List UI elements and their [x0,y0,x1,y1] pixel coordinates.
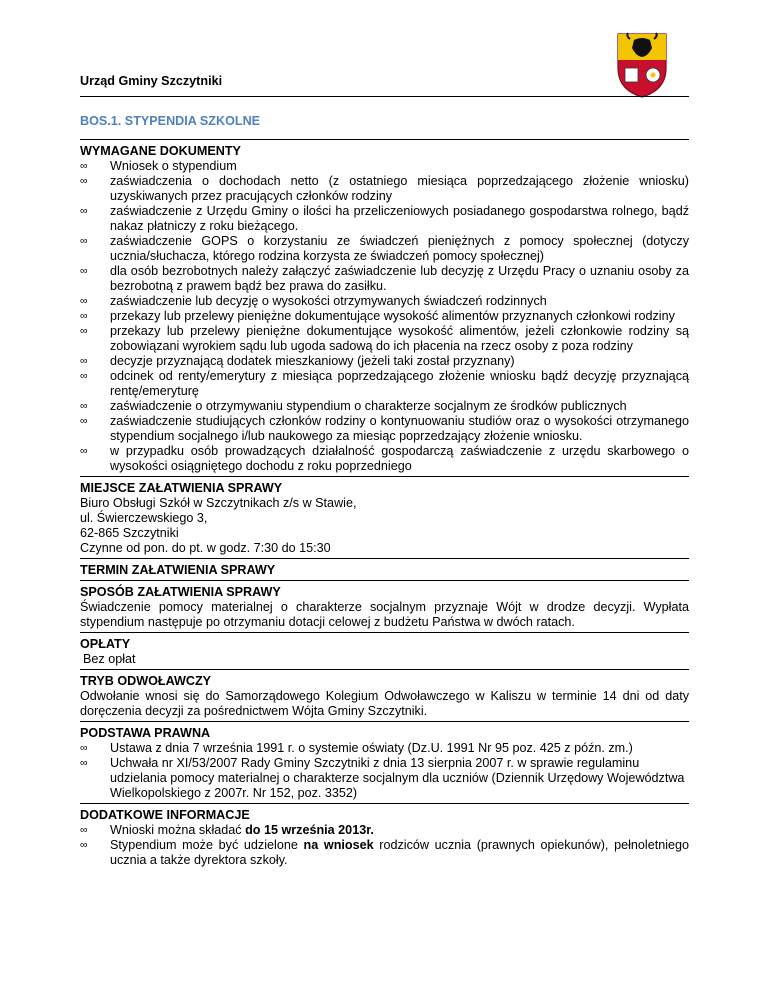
appeal-text: Odwołanie wnosi się do Samorządowego Kolegium Odwoławczego w Kaliszu w terminie 14 dni od daty doręczenia decyzji za pośrednictwem Wójta Gminy Szczytniki. [80,689,689,718]
list-item: ∞ dla osób bezrobotnych należy załączyć zaświadczenie lub decyzję z Urzędu Pracy o uznaniu osoby za bezrobotną z prawem bądź bez prawa do zasiłku. [80,264,689,294]
document-title: BOS.1. STYPENDIA SZKOLNE [80,114,261,128]
deadline-date: do 15 września 2013r. [245,823,374,837]
coat-of-arms-icon [612,30,672,100]
place-line: 62-865 Szczytniki [80,526,179,540]
method-text: Świadczenie pomocy materialnej o charakterze socjalnym przyznaje Wójt w drodze decyzji. Wypłata stypendium następuje po otrzymaniu dotacji celowej z budżetu Państwa w dwóch ratach. [80,600,689,629]
appeal-title: TRYB ODWOŁAWCZY [80,674,212,688]
list-item: ∞ Wniosek o stypendium [80,159,689,174]
legal-list [80,741,689,801]
fees-section [80,633,689,669]
legal-section [80,722,689,803]
additional-section [80,804,689,870]
list-item: ∞ Uchwała nr XI/53/2007 Rady Gminy Szczytniki z dnia 13 sierpnia 2007 r. w sprawie regulaminu udzielania pomocy materialnej o charakterze socjalnym dla uczniów (Dziennik Urzędowy Województwa Wielkopolskiego z 2007r. Nr 152, poz. 3352) [80,756,689,801]
place-hours: Czynne od pon. do pt. w godz. 7:30 do 15:30 [80,541,331,555]
list-item: ∞ zaświadczenia o dochodach netto (z ostatniego miesiąca poprzedzającego złożenie wniosku) uzyskiwanych przez pracujących członków rodziny [80,174,689,204]
method-title: SPOSÓB ZAŁATWIENIA SPRAWY [80,585,281,599]
fees-title: OPŁATY [80,637,131,651]
place-line: ul. Świerczewskiego 3, [80,511,208,525]
appeal-section [80,670,689,721]
list-item: ∞ zaświadczenie lub decyzję o wysokości otrzymywanych świadczeń rodzinnych [80,294,689,309]
additional-title: DODATKOWE INFORMACJE [80,808,250,822]
emphasis-text: na wniosek [303,838,374,852]
place-section [80,477,689,558]
document-content [80,96,689,870]
info-text: rodziców ucznia (prawnych opiekunów), pełnoletniego ucznia a także dyrektora szkoły. [110,838,690,867]
required-documents-list [80,159,689,474]
list-item: ∞ przekazy lub przelewy pieniężne dokumentujące wysokość alimentów, jeżeli członkowie rodziny są zobowiązani wyrokiem sądu lub ugoda sadową do ich płacenia na rzecz osoby z poza rodziny [80,324,689,354]
place-line: Biuro Obsługi Szkół w Szczytnikach z/s w Stawie, [80,496,357,510]
office-name: Urząd Gminy Szczytniki [80,74,223,88]
list-item: ∞ odcinek od renty/emerytury z miesiąca poprzedzającego złożenie wniosku bądź decyzję przyznającą rentę/emeryturę [80,369,689,399]
list-item: ∞ zaświadczenie o otrzymywaniu stypendium o charakterze socjalnym ze środków publicznych [80,399,689,414]
list-item: ∞ zaświadczenie z Urzędu Gminy o ilości ha przeliczeniowych posiadanego gospodarstwa rolnego, bądź nakaz płatniczy z roku bieżącego. [80,204,689,234]
divider [80,96,689,97]
deadline-section [80,559,689,580]
fees-text: Bez opłat [83,652,136,666]
list-item: ∞ zaświadczenie studiujących członków rodziny o kontynuowaniu studiów oraz o wysokości otrzymanego stypendium socjalnego i/lub naukowego za miesiąc poprzedzający złożenie wniosku. [80,414,689,444]
list-item: ∞ przekazy lub przelewy pieniężne dokumentujące wysokość alimentów przyznanych członkowi rodziny [80,309,689,324]
method-section [80,581,689,632]
info-text: Stypendium może być udzielone [110,838,304,852]
legal-title: PODSTAWA PRAWNA [80,726,211,740]
required-documents-section [80,140,689,476]
list-item [80,838,689,868]
required-documents-title: WYMAGANE DOKUMENTY [80,144,241,158]
list-item: ∞ zaświadczenie GOPS o korzystaniu ze świadczeń pieniężnych z pomocy społecznej (dotyczy ucznia/słuchacza, którego rodzina korzysta ze świadczeń pomocy społecznej) [80,234,689,264]
list-item [80,823,689,838]
list-item: ∞ decyzje przyznającą dodatek mieszkaniowy (jeżeli taki został przyznany) [80,354,689,369]
list-item: ∞ Ustawa z dnia 7 września 1991 r. o systemie oświaty (Dz.U. 1991 Nr 95 poz. 425 z późn. zm.) [80,741,689,756]
additional-list [80,823,689,868]
place-title: MIEJSCE ZAŁATWIENIA SPRAWY [80,481,283,495]
info-text: Wnioski można składać [110,823,246,837]
deadline-title: TERMIN ZAŁATWIENIA SPRAWY [80,563,276,577]
list-item: ∞ w przypadku osób prowadzących działalność gospodarczą zaświadczenie z urzędu skarbowego o wysokości osiągniętego dochodu z roku poprzedniego [80,444,689,474]
